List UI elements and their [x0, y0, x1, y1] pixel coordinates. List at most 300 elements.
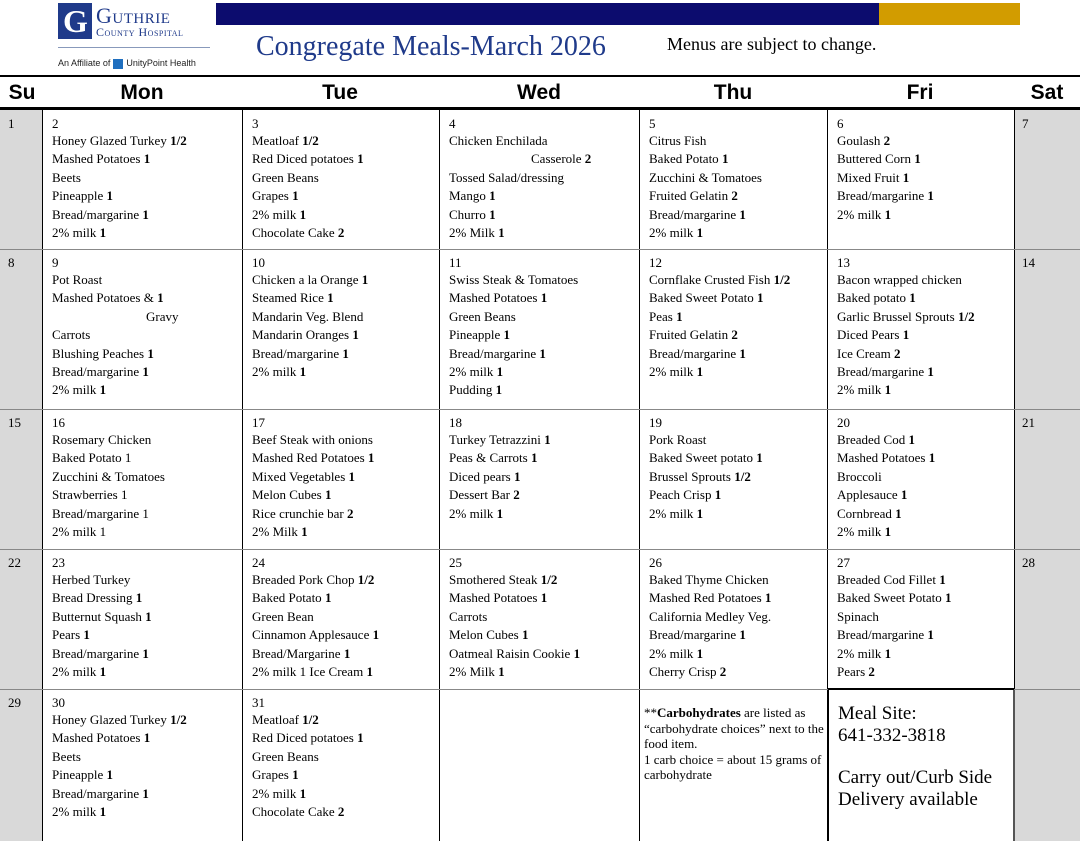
carbohydrate-note: **Carbohydrates are listed as “carbohydrate choices” next to the food item. 1 carb choice = about 15 grams of carbohydrate	[644, 705, 824, 782]
menu-item: 2% milk 1	[52, 382, 107, 398]
carb-choice: 1/2	[734, 468, 751, 484]
menu-item: Applesauce 1	[837, 487, 908, 503]
carb-choice: 1	[106, 767, 114, 783]
menu-item: Mixed Vegetables 1	[252, 468, 356, 484]
carb-choice: 1	[367, 450, 375, 466]
delivery-note: Delivery available	[838, 789, 978, 810]
menu-item: Mashed Potatoes 1	[52, 730, 151, 746]
menu-day-23	[52, 571, 152, 681]
date-number: 5	[649, 116, 656, 131]
day-header-tue: Tue	[322, 81, 358, 104]
menu-item: Beets	[52, 169, 81, 185]
sunday-date: 1	[8, 116, 15, 131]
carb-choice: 1/2	[357, 572, 375, 587]
menu-item: Breaded Pork Chop 1/2	[252, 572, 375, 587]
logo-mark-icon: G	[58, 3, 92, 39]
date-number: 13	[837, 255, 850, 270]
carb-choice: 1	[900, 487, 908, 503]
menu-item: Baked Sweet potato 1	[649, 450, 763, 466]
menu-day-4	[449, 132, 591, 242]
menu-item: Dessert Bar 2	[449, 487, 520, 503]
sunday-date: 15	[8, 415, 21, 430]
menu-item: Bacon wrapped chicken	[837, 272, 962, 287]
day-header-wed: Wed	[517, 81, 561, 104]
carb-choice: 1	[927, 188, 934, 204]
menu-item: Mashed Red Potatoes 1	[252, 450, 375, 466]
menu-item: Cinnamon Applesauce 1	[252, 627, 380, 643]
carb-choice: 2	[868, 663, 875, 679]
carb-choice: 1	[914, 151, 921, 167]
carb-choice: 1	[503, 327, 511, 343]
menu-item: Bread/margarine 1	[649, 627, 746, 643]
day-header-su: Su	[8, 81, 36, 104]
date-number: 6	[837, 116, 844, 131]
meal-site-phone: 641-332-3818	[838, 725, 946, 746]
menu-item: Casserole 2	[531, 151, 592, 167]
menu-item: Mashed Red Potatoes 1	[649, 590, 772, 606]
carb-choice: 1	[143, 730, 151, 746]
date-number: 3	[252, 116, 259, 131]
menu-item: Fruited Gelatin 2	[649, 188, 738, 204]
carb-choice: 2	[337, 803, 345, 819]
menu-item: Herbed Turkey	[52, 572, 131, 587]
sunday-date: 29	[8, 695, 21, 710]
carb-choice: 1	[292, 767, 299, 783]
carb-choice: 1	[495, 382, 503, 398]
menu-item: Bread/margarine 1	[52, 645, 149, 661]
carb-choice: 1	[756, 450, 763, 466]
date-number: 18	[449, 415, 462, 430]
logo-subtitle: County Hospital	[96, 25, 184, 39]
carb-choice: 1	[908, 432, 915, 447]
menu-item: Tossed Salad/dressing	[449, 169, 564, 185]
grid-hline	[0, 409, 1080, 410]
menu-item: Peach Crisp 1	[649, 487, 722, 503]
carb-choice: 1	[348, 468, 356, 484]
header-bar-gold	[879, 3, 1020, 25]
carb-choice: 1	[327, 290, 334, 306]
menu-item: 2% milk 1	[52, 224, 107, 240]
carb-choice: 2	[337, 224, 345, 240]
menu-day-11	[449, 271, 578, 400]
menu-day-26	[649, 571, 771, 681]
menu-item: Peas 1	[649, 308, 683, 324]
menu-item: 2% milk 1	[252, 363, 307, 379]
carb-choice: 1	[513, 468, 521, 484]
carb-choice: 2	[731, 327, 738, 343]
menu-day-13	[837, 271, 975, 400]
carb-choice: 1	[498, 663, 505, 679]
logo-divider	[58, 47, 210, 48]
meal-site-label: Meal Site:	[838, 703, 917, 724]
page-title: Congregate Meals-March 2026	[256, 31, 606, 62]
menu-item: 2% milk 1	[837, 523, 892, 539]
carb-choice: 1	[928, 450, 936, 466]
menu-day-12	[649, 271, 790, 381]
carb-choice: 1	[739, 345, 746, 361]
carb-choice: 2	[513, 487, 520, 503]
menu-day-25	[449, 571, 580, 681]
carb-choice: 1	[884, 645, 892, 661]
menu-item: Cherry Crisp 2	[649, 663, 727, 679]
menu-item: Smothered Steak 1/2	[449, 572, 558, 587]
day-header-mon: Mon	[120, 81, 164, 104]
logo-name: Guthrie	[96, 3, 171, 28]
carb-choice: 1	[756, 290, 764, 306]
menu-item: Chicken Enchilada	[449, 133, 548, 148]
menu-item: Red Diced potatoes 1	[252, 730, 364, 746]
menu-item: Garlic Brussel Sprouts 1/2	[837, 308, 975, 324]
menu-item: Bread Dressing 1	[52, 590, 143, 606]
menu-item: Bread/margarine 1	[649, 345, 746, 361]
date-number: 10	[252, 255, 265, 270]
carb-choice: 1	[324, 590, 332, 606]
menu-day-3	[252, 132, 364, 242]
menu-item: Pork Roast	[649, 432, 707, 447]
menu-item: Baked Sweet Potato 1	[649, 290, 764, 306]
menu-item: Churro 1	[449, 206, 496, 222]
menu-item: Beef Steak with onions	[252, 432, 373, 447]
saturday-column-shade	[1014, 110, 1080, 841]
carb-choice: 1	[739, 206, 746, 222]
menu-item: Mango 1	[449, 188, 496, 204]
carb-choice: 1	[696, 224, 704, 240]
menu-item: California Medley Veg.	[649, 608, 772, 624]
carb-choice: 1	[342, 345, 349, 361]
carry-out-note: Carry out/Curb Side	[838, 767, 993, 788]
date-number: 11	[449, 255, 462, 270]
menu-day-2	[52, 132, 187, 242]
carb-choice: 1	[696, 363, 704, 379]
carb-choice: 1	[676, 308, 683, 324]
menu-item: Buttered Corn 1	[837, 151, 921, 167]
menu-item: Peas & Carrots 1	[449, 450, 538, 466]
menu-item: Red Diced potatoes 1	[252, 151, 364, 167]
menu-day-10	[252, 271, 368, 381]
sunday-date: 22	[8, 555, 21, 570]
carb-choice: 1	[157, 290, 164, 306]
menu-item: Carrots	[52, 327, 91, 343]
date-number: 9	[52, 255, 59, 270]
carb-choice: 1	[540, 590, 548, 606]
menu-note: Menus are subject to change.	[667, 34, 877, 54]
carb-choice: 1	[927, 627, 934, 643]
menu-item: Spinach	[837, 608, 879, 624]
menu-item: Rosemary Chicken	[52, 432, 152, 447]
menu-day-24	[252, 571, 379, 681]
menu-item: Pears 2	[837, 663, 875, 679]
menu-item: Bread/margarine 1	[449, 345, 546, 361]
menu-item: 2% milk 1	[837, 645, 892, 661]
menu-item: Melon Cubes 1	[449, 627, 529, 643]
menu-item: Beets	[52, 748, 81, 764]
menu-item: Grapes 1	[252, 188, 299, 204]
menu-item: Diced pears 1	[449, 468, 521, 484]
carb-choice: 1/2	[957, 308, 975, 324]
date-number: 26	[649, 555, 662, 570]
carb-choice: 1	[142, 785, 149, 801]
carb-choice: 1	[99, 224, 107, 240]
menu-item: Bread/margarine 1	[52, 505, 149, 521]
carb-choice: 1	[939, 572, 946, 587]
carb-choice: 1	[573, 645, 581, 661]
menu-day-18	[449, 431, 551, 523]
menu-item: Chocolate Cake 2	[252, 224, 345, 240]
grid-vline	[639, 110, 640, 841]
menu-item: Ice Cream 2	[837, 345, 901, 361]
carb-choice: 1	[498, 224, 505, 240]
date-number: 23	[52, 555, 65, 570]
sunday-date: 8	[8, 255, 15, 270]
carb-choice: 2	[883, 133, 891, 148]
date-number: 19	[649, 415, 662, 430]
carb-choice: 1	[299, 785, 307, 801]
carb-choice: 1	[143, 151, 151, 167]
menu-item: Meatloaf 1/2	[252, 712, 319, 727]
menu-item: Butternut Squash 1	[52, 608, 152, 624]
menu-item: Fruited Gelatin 2	[649, 327, 738, 343]
carb-choice: 1	[721, 151, 729, 167]
menu-item: 2% milk 1	[252, 206, 307, 222]
menu-item: Zucchini & Tomatoes	[649, 169, 762, 185]
hospital-logo	[58, 3, 210, 71]
saturday-date: 14	[1022, 255, 1035, 270]
carb-choice: 1	[135, 590, 143, 606]
date-number: 2	[52, 116, 59, 131]
carb-choice: 1	[696, 645, 704, 661]
menu-item: Bread/margarine 1	[52, 785, 149, 801]
date-number: 17	[252, 415, 265, 430]
unitypoint-cross-icon	[113, 59, 123, 69]
menu-item: Green Beans	[252, 169, 319, 185]
date-number: 20	[837, 415, 850, 430]
day-header-fri: Fri	[906, 81, 934, 104]
carb-choice: 2	[584, 151, 592, 167]
carb-choice: 1	[366, 663, 373, 679]
carb-choice: 1	[106, 188, 114, 204]
menu-item: Mashed Potatoes & 1	[52, 290, 164, 306]
menu-item: Pears 1	[52, 627, 90, 643]
menu-item: Baked Sweet Potato 1	[837, 590, 952, 606]
menu-item: Bread/margarine 1	[649, 206, 746, 222]
menu-item: 2% milk 1	[837, 206, 892, 222]
carb-choice: 1	[521, 627, 529, 643]
menu-item: Chicken a la Orange 1	[252, 272, 369, 287]
menu-item: Honey Glazed Turkey 1/2	[52, 133, 187, 148]
carb-choice: 1	[739, 627, 746, 643]
menu-item: Mashed Potatoes 1	[837, 450, 936, 466]
menu-item: 2% milk 1	[649, 505, 704, 521]
grid-vline	[828, 689, 829, 841]
menu-item: Pineapple 1	[52, 767, 114, 783]
carb-choice: 1	[539, 345, 546, 361]
menu-item: Bread/margarine 1	[52, 363, 149, 379]
saturday-date: 21	[1022, 415, 1035, 430]
carb-choice: 1	[696, 505, 704, 521]
menu-day-20	[837, 431, 935, 541]
menu-item: Mashed Potatoes 1	[449, 290, 548, 306]
carb-choice: 1	[884, 382, 892, 398]
carb-choice: 1	[357, 151, 364, 167]
grid-vline	[439, 110, 440, 841]
menu-item: 2% milk 1	[649, 224, 704, 240]
date-number: 12	[649, 255, 662, 270]
carb-choice: 1	[99, 663, 107, 679]
menu-item: Pudding 1	[449, 382, 503, 398]
menu-item: Pineapple 1	[449, 327, 511, 343]
carb-choice: 2	[894, 345, 901, 361]
menu-item: Strawberries 1	[52, 487, 128, 503]
grid-hline	[828, 688, 1014, 690]
menu-item: Cornflake Crusted Fish 1/2	[649, 272, 791, 287]
menu-item: 2% milk 1 Ice Cream 1	[252, 663, 373, 679]
grid-hline	[0, 249, 1080, 250]
menu-item: Goulash 2	[837, 133, 891, 148]
carb-choice: 1/2	[540, 572, 558, 587]
carb-choice: 2	[731, 188, 738, 204]
menu-item: Cornbread 1	[837, 505, 902, 521]
menu-item: Honey Glazed Turkey 1/2	[52, 712, 187, 727]
menu-item: Baked Potato 1	[52, 450, 132, 466]
menu-item: Gravy	[146, 308, 179, 324]
menu-item: Baked Thyme Chicken	[649, 572, 769, 587]
saturday-date: 28	[1022, 555, 1035, 570]
grid-vline	[42, 110, 43, 841]
menu-item: Bread/margarine 1	[837, 188, 934, 204]
carb-choice: 1	[292, 188, 299, 204]
carb-choice: 1	[544, 432, 551, 447]
menu-item: 2% Milk 1	[252, 523, 308, 539]
top-rule	[0, 75, 1080, 77]
carb-choice: 1	[324, 487, 332, 503]
carb-choice: 1	[884, 206, 892, 222]
menu-item: 2% Milk 1	[449, 663, 505, 679]
carb-choice: 1	[142, 206, 149, 222]
menu-item: Rice crunchie bar 2	[252, 505, 354, 521]
carb-choice: 1	[142, 363, 149, 379]
menu-item: Blushing Peaches 1	[52, 345, 154, 361]
menu-item: Steamed Rice 1	[252, 290, 334, 306]
menu-item: Brussel Sprouts 1/2	[649, 468, 751, 484]
carb-choice: 1/2	[302, 133, 319, 148]
carb-choice: 1	[489, 206, 496, 222]
menu-item: Turkey Tetrazzini 1	[449, 432, 551, 447]
menu-item: Mashed Potatoes 1	[52, 151, 151, 167]
carb-choice: 1	[496, 505, 504, 521]
menu-item: Baked potato 1	[837, 290, 916, 306]
menu-item: Diced Pears 1	[837, 327, 910, 343]
carb-choice: 1	[372, 627, 380, 643]
menu-item: Swiss Steak & Tomatoes	[449, 272, 579, 287]
menu-item: Green Beans	[449, 308, 516, 324]
menu-item: Oatmeal Raisin Cookie 1	[449, 645, 581, 661]
menu-item: 2% milk 1	[649, 363, 704, 379]
menu-item: Bread/margarine 1	[837, 627, 934, 643]
menu-item: Chocolate Cake 2	[252, 803, 345, 819]
menu-item: Pot Roast	[52, 272, 103, 287]
carb-choice: 1	[714, 487, 722, 503]
menu-item: Mandarin Oranges 1	[252, 327, 359, 343]
carb-choice: 1	[361, 272, 369, 287]
menu-item: Breaded Cod 1	[837, 432, 915, 447]
menu-item: Bread/Margarine 1	[252, 645, 351, 661]
menu-item: Baked Potato 1	[649, 151, 729, 167]
saturday-date: 7	[1022, 116, 1029, 131]
menu-day-27	[837, 571, 951, 681]
carb-choice: 1	[927, 363, 934, 379]
date-number: 31	[252, 695, 265, 710]
carb-choice: 1	[764, 590, 772, 606]
carb-choice: 1	[489, 188, 496, 204]
menu-day-5	[649, 132, 762, 242]
menu-item: Green Bean	[252, 608, 314, 624]
carb-choice: 1	[343, 645, 351, 661]
day-header-sat: Sat	[1030, 81, 1064, 104]
carb-choice: 1	[83, 627, 90, 643]
menu-item: 2% milk 1	[52, 803, 107, 819]
menu-item: Pineapple 1	[52, 188, 114, 204]
grid-vline	[1013, 689, 1015, 841]
carb-choice: 2	[719, 663, 727, 679]
menu-day-17	[252, 431, 374, 541]
carb-choice: 1	[902, 169, 910, 185]
menu-item: Bread/margarine 1	[252, 345, 349, 361]
menu-item: 2% milk 1	[449, 363, 504, 379]
carb-choice: 1	[357, 730, 364, 746]
carb-choice: 1	[352, 327, 359, 343]
date-number: 25	[449, 555, 462, 570]
carb-choice: 1	[301, 523, 308, 539]
carb-choice: 1	[884, 523, 892, 539]
carb-choice: 1	[299, 363, 307, 379]
carb-choice: 1	[895, 505, 902, 521]
date-number: 4	[449, 116, 456, 131]
menu-item: 2% milk 1	[252, 785, 307, 801]
menu-item: Breaded Cod Fillet 1	[837, 572, 946, 587]
menu-item: Carrots	[449, 608, 488, 624]
menu-item: Citrus Fish	[649, 133, 707, 148]
carb-choice: 1	[909, 290, 916, 306]
day-header-thu: Thu	[713, 81, 753, 104]
menu-item: 2% milk 1	[837, 382, 892, 398]
carb-choice: 2	[346, 505, 354, 521]
menu-item: 2% milk 1	[449, 505, 504, 521]
menu-item: Meatloaf 1/2	[252, 133, 319, 148]
menu-day-9	[52, 271, 179, 400]
menu-day-16	[52, 431, 165, 541]
meal-site-info	[838, 703, 992, 811]
carb-choice: 1	[540, 290, 548, 306]
carb-choice: 1	[496, 363, 504, 379]
menu-item: Mashed Potatoes 1	[449, 590, 548, 606]
carb-choice: 1	[147, 345, 154, 361]
carb-choice: 1/2	[773, 272, 791, 287]
carb-choice: 1	[99, 382, 107, 398]
menu-item: Baked Potato 1	[252, 590, 332, 606]
header-rule	[0, 107, 1080, 110]
menu-item: Zucchini & Tomatoes	[52, 468, 165, 484]
menu-item: Mixed Fruit 1	[837, 169, 910, 185]
menu-item: 2% Milk 1	[449, 224, 505, 240]
header-bar-blue	[216, 3, 879, 25]
carb-choice: 1/2	[302, 712, 319, 727]
menu-item: Grapes 1	[252, 767, 299, 783]
carb-choice: 1	[145, 608, 152, 624]
menu-item: Mandarin Veg. Blend	[252, 308, 364, 324]
grid-hline	[0, 549, 1080, 550]
menu-day-6	[837, 132, 934, 224]
menu-item: Green Beans	[252, 748, 319, 764]
